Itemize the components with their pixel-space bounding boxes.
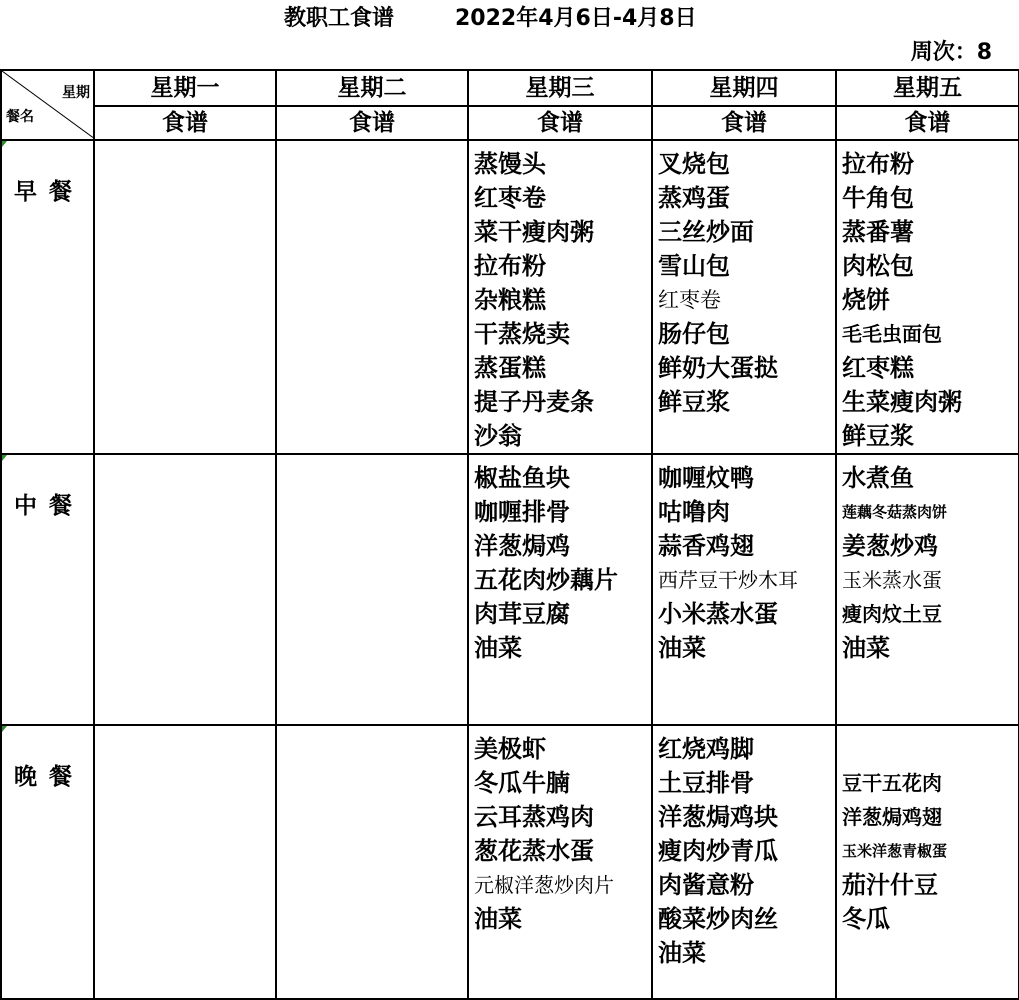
menu-item: 提子丹麦条 [474, 388, 594, 416]
menu-item: 肉松包 [842, 252, 914, 280]
breakfast-thu [652, 140, 836, 454]
menu-item: 冬瓜 [842, 905, 890, 933]
menu-item: 毛毛虫面包 [842, 322, 942, 346]
menu-item: 红枣卷 [474, 184, 546, 212]
lunch-fri [836, 454, 1019, 725]
title-date: 2022年4月6日-4月8日 [455, 6, 697, 31]
menu-item: 三丝炒面 [658, 218, 754, 246]
menu-item: 拉布粉 [474, 252, 546, 280]
menu-item: 杂粮糕 [474, 286, 546, 314]
breakfast-tue [276, 140, 468, 454]
menu-item: 酸菜炒肉丝 [658, 905, 778, 933]
menu-item: 五花肉炒藕片 [474, 566, 618, 594]
menu-item: 豆干五花肉 [842, 771, 942, 795]
breakfast-row [1, 140, 1019, 454]
menu-item: 蒸番薯 [842, 218, 914, 246]
menu-item: 土豆排骨 [658, 769, 754, 797]
meal-label-dinner: 晚餐 [1, 725, 94, 999]
lunch-row [1, 454, 1019, 725]
menu-item: 洋葱焗鸡块 [658, 803, 778, 831]
meal-label-breakfast: 早餐 [1, 140, 94, 454]
menu-item: 雪山包 [658, 252, 730, 280]
menu-item: 红枣卷 [658, 288, 721, 312]
menu-table [0, 69, 1019, 1000]
dinner-mon [94, 725, 276, 999]
page-title [0, 4, 1019, 34]
breakfast-wed [468, 140, 652, 454]
menu-item: 水煮鱼 [842, 464, 914, 492]
menu-item: 葱花蒸水蛋 [474, 837, 594, 865]
day-header-wed: 星期三 [468, 70, 652, 106]
dinner-tue [276, 725, 468, 999]
menu-item: 肉茸豆腐 [474, 600, 570, 628]
corner-weekday-label: 星期 [62, 85, 90, 101]
day-header-mon: 星期一 [94, 70, 276, 106]
menu-item: 菜干瘦肉粥 [474, 218, 594, 246]
cell-marker-icon [2, 455, 7, 461]
subheader-fri: 食谱 [836, 106, 1019, 140]
menu-item: 拉布粉 [842, 150, 914, 178]
week-number: 周次：8 [910, 40, 992, 65]
menu-item: 元椒洋葱炒肉片 [474, 873, 614, 897]
menu-item: 姜葱炒鸡 [842, 532, 938, 560]
menu-item: 红烧鸡脚 [658, 735, 754, 763]
dinner-row [1, 725, 1019, 999]
subheader-row [1, 106, 1019, 140]
menu-item: 沙翁 [474, 422, 522, 450]
menu-item: 洋葱焗鸡翅 [842, 805, 942, 829]
menu-item: 牛角包 [842, 184, 914, 212]
corner-meal-label: 餐名 [6, 109, 34, 125]
menu-item: 油菜 [474, 634, 522, 662]
title-name: 教职工食谱 [284, 6, 395, 31]
dinner-fri [836, 725, 1019, 999]
menu-item: 蒜香鸡翅 [658, 532, 754, 560]
menu-item: 蒸馒头 [474, 150, 546, 178]
menu-item: 肉酱意粉 [658, 871, 754, 899]
menu-item: 椒盐鱼块 [474, 464, 570, 492]
menu-item: 云耳蒸鸡肉 [474, 803, 594, 831]
menu-item: 鲜豆浆 [658, 388, 730, 416]
menu-item: 烧饼 [842, 286, 890, 314]
menu-item: 生菜瘦肉粥 [842, 388, 962, 416]
menu-item: 瘦肉炆土豆 [842, 602, 942, 626]
day-header-row [1, 70, 1019, 106]
lunch-wed [468, 454, 652, 725]
menu-item: 咖喱排骨 [474, 498, 570, 526]
subheader-tue: 食谱 [276, 106, 468, 140]
menu-item: 咖喱炆鸭 [658, 464, 754, 492]
day-header-thu: 星期四 [652, 70, 836, 106]
subheader-wed: 食谱 [468, 106, 652, 140]
menu-item: 蒸蛋糕 [474, 354, 546, 382]
menu-item: 小米蒸水蛋 [658, 600, 778, 628]
corner-diagonal [2, 71, 95, 139]
menu-item: 叉烧包 [658, 150, 730, 178]
menu-item: 油菜 [658, 634, 706, 662]
subheader-mon: 食谱 [94, 106, 276, 140]
menu-item: 蒸鸡蛋 [658, 184, 730, 212]
menu-item: 洋葱焗鸡 [474, 532, 570, 560]
menu-item: 冬瓜牛腩 [474, 769, 570, 797]
menu-item: 干蒸烧卖 [474, 320, 570, 348]
menu-item: 鲜奶大蛋挞 [658, 354, 778, 382]
lunch-thu [652, 454, 836, 725]
menu-item: 美极虾 [474, 735, 546, 763]
cell-marker-icon [2, 726, 7, 732]
lunch-mon [94, 454, 276, 725]
day-header-tue: 星期二 [276, 70, 468, 106]
cell-marker-icon [2, 141, 7, 147]
day-header-fri: 星期五 [836, 70, 1019, 106]
corner-cell [1, 70, 94, 140]
meal-label-lunch: 中餐 [1, 454, 94, 725]
menu-item: 鲜豆浆 [842, 422, 914, 450]
menu-item: 莲藕冬菇蒸肉饼 [842, 503, 948, 521]
menu-item: 咕噜肉 [658, 498, 730, 526]
menu-item: 油菜 [658, 939, 706, 967]
menu-item: 油菜 [842, 634, 890, 662]
dinner-wed [468, 725, 652, 999]
menu-item: 瘦肉炒青瓜 [658, 837, 778, 865]
menu-item: 茄汁什豆 [842, 871, 938, 899]
lunch-tue [276, 454, 468, 725]
menu-item: 玉米洋葱青椒蛋 [842, 842, 948, 860]
menu-item: 肠仔包 [658, 320, 730, 348]
menu-item: 油菜 [474, 905, 522, 933]
dinner-thu [652, 725, 836, 999]
menu-item: 西芹豆干炒木耳 [658, 568, 798, 592]
menu-item: 红枣糕 [842, 354, 914, 382]
subheader-thu: 食谱 [652, 106, 836, 140]
breakfast-mon [94, 140, 276, 454]
menu-item [842, 732, 1018, 766]
menu-item: 玉米蒸水蛋 [842, 568, 942, 592]
breakfast-fri [836, 140, 1019, 454]
